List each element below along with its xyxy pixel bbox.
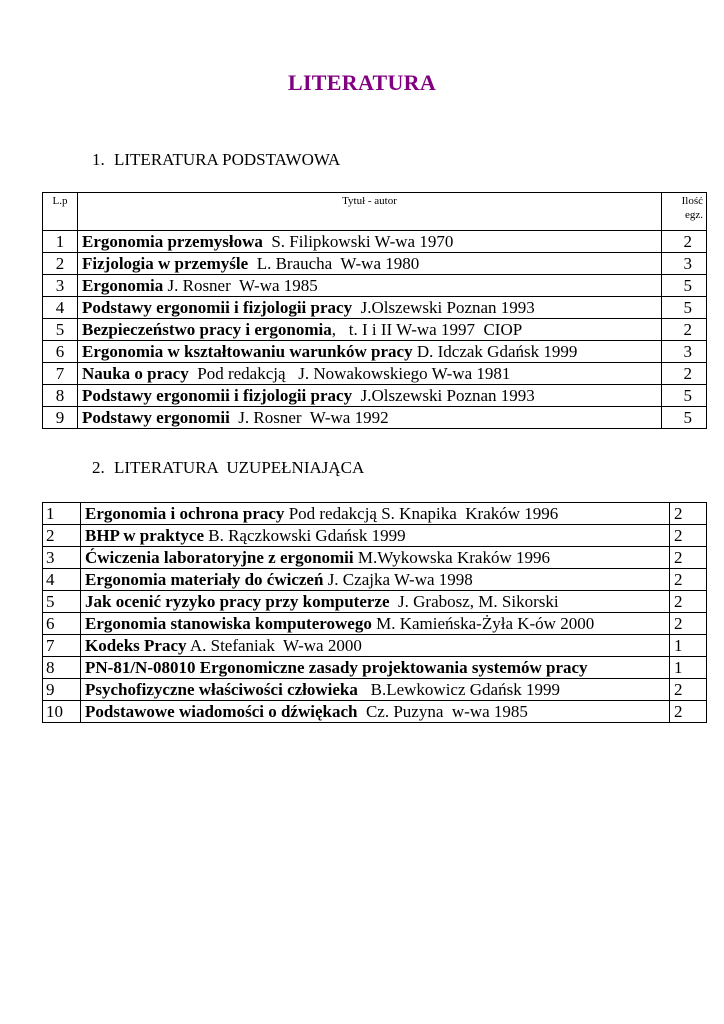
column-header-qty [662, 193, 707, 231]
row-quantity: 5 [662, 407, 707, 429]
row-quantity: 5 [662, 297, 707, 319]
supplementary-literature-table [42, 502, 707, 723]
row-title-author [81, 679, 670, 701]
book-title: Psychofizyczne właściwości człowieka [85, 680, 358, 699]
book-author-details: J. Rosner W-wa 1985 [163, 276, 318, 295]
book-author-details: Cz. Puzyna w-wa 1985 [357, 702, 528, 721]
book-title: Podstawy ergonomii i fizjologii pracy [82, 386, 353, 405]
row-number: 4 [43, 297, 78, 319]
book-title: Ergonomia przemysłowa [82, 232, 263, 251]
column-header-lp: L.p [43, 193, 78, 231]
table-row [43, 231, 707, 253]
column-header-qty-line1: Ilość [681, 195, 703, 207]
book-author-details: Pod redakcją S. Knapika Kraków 1996 [284, 504, 559, 523]
row-title-author [81, 613, 670, 635]
row-quantity: 2 [662, 319, 707, 341]
book-title: BHP w praktyce [85, 526, 204, 545]
book-author-details: A. Stefaniak W-wa 2000 [186, 636, 362, 655]
row-number: 7 [43, 635, 81, 657]
row-number: 2 [43, 525, 81, 547]
book-title: Ćwiczenia laboratoryjne z ergonomii [85, 548, 354, 567]
row-quantity: 2 [670, 679, 707, 701]
book-author-details: J.Olszewski Poznan 1993 [352, 386, 535, 405]
book-author-details: , t. I i II W-wa 1997 CIOP [331, 320, 523, 339]
row-number: 1 [43, 503, 81, 525]
book-title: Ergonomia stanowiska komputerowego [85, 614, 372, 633]
row-title-author [81, 657, 670, 679]
section-heading-basic [92, 150, 340, 170]
row-title-author [78, 275, 662, 297]
book-title: Podstawy ergonomii [82, 408, 230, 427]
row-number: 5 [43, 591, 81, 613]
row-quantity: 3 [662, 253, 707, 275]
row-quantity: 1 [670, 657, 707, 679]
row-number: 2 [43, 253, 78, 275]
row-number: 1 [43, 231, 78, 253]
section-number: 1. [92, 150, 105, 169]
book-title: PN-81/N-08010 Ergonomiczne zasady projektowania systemów pracy [85, 658, 588, 677]
book-title: Podstawy ergonomii i fizjologii pracy [82, 298, 353, 317]
table-row [43, 547, 707, 569]
row-number: 6 [43, 341, 78, 363]
row-number: 7 [43, 363, 78, 385]
book-author-details: B. Rączkowski Gdańsk 1999 [204, 526, 406, 545]
book-author-details: J. Rosner W-wa 1992 [229, 408, 389, 427]
book-author-details: Pod redakcją J. Nowakowskiego W-wa 1981 [188, 364, 511, 383]
book-author-details: J.Olszewski Poznan 1993 [352, 298, 535, 317]
book-author-details: M.Wykowska Kraków 1996 [353, 548, 550, 567]
row-title-author [78, 341, 662, 363]
book-author-details: M. Kamieńska-Żyła K-ów 2000 [371, 614, 595, 633]
book-title: Kodeks Pracy [85, 636, 187, 655]
row-title-author [78, 231, 662, 253]
row-quantity: 2 [662, 231, 707, 253]
book-title: Ergonomia materiały do ćwiczeń [85, 570, 324, 589]
row-number: 4 [43, 569, 81, 591]
row-quantity: 5 [662, 275, 707, 297]
row-quantity: 2 [670, 613, 707, 635]
row-number: 9 [43, 407, 78, 429]
table-row [43, 613, 707, 635]
table-row [43, 297, 707, 319]
table-row [43, 341, 707, 363]
table-row [43, 569, 707, 591]
basic-literature-table [42, 192, 707, 429]
row-quantity: 2 [670, 547, 707, 569]
book-author-details: J. Grabosz, M. Sikorski [389, 592, 559, 611]
row-title-author [81, 569, 670, 591]
row-title-author [78, 297, 662, 319]
table-row [43, 275, 707, 297]
page-title: LITERATURA [287, 70, 437, 95]
table-row [43, 363, 707, 385]
row-title-author [81, 635, 670, 657]
book-title: Nauka o pracy [82, 364, 189, 383]
book-title: Fizjologia w przemyśle [82, 254, 249, 273]
row-title-author [81, 525, 670, 547]
book-author-details: S. Filipkowski W-wa 1970 [262, 232, 454, 251]
book-author-details: J. Czajka W-wa 1998 [323, 570, 473, 589]
book-author-details: B.Lewkowicz Gdańsk 1999 [357, 680, 560, 699]
row-title-author [81, 591, 670, 613]
row-title-author [81, 701, 670, 723]
row-quantity: 1 [670, 635, 707, 657]
row-title-author [78, 253, 662, 275]
row-quantity: 2 [670, 591, 707, 613]
section-heading-text: LITERATURA UZUPEŁNIAJĄCA [114, 458, 365, 477]
book-title: Ergonomia [82, 276, 164, 295]
row-number: 8 [43, 385, 78, 407]
row-number: 3 [43, 275, 78, 297]
column-header-title: Tytuł - autor [78, 193, 662, 231]
book-title: Ergonomia i ochrona pracy [85, 504, 285, 523]
book-title: Ergonomia w kształtowaniu warunków pracy [82, 342, 413, 361]
row-quantity: 2 [670, 525, 707, 547]
row-quantity: 3 [662, 341, 707, 363]
section-number: 2. [92, 458, 105, 477]
book-author-details: L. Braucha W-wa 1980 [248, 254, 420, 273]
table-row [43, 591, 707, 613]
table-row [43, 657, 707, 679]
row-number: 10 [43, 701, 81, 723]
table-row [43, 385, 707, 407]
row-title-author [78, 407, 662, 429]
row-quantity: 5 [662, 385, 707, 407]
row-number: 3 [43, 547, 81, 569]
row-title-author [78, 363, 662, 385]
table-row [43, 525, 707, 547]
table-header-row [43, 193, 707, 231]
table-row [43, 701, 707, 723]
table-row [43, 319, 707, 341]
row-title-author [81, 547, 670, 569]
section-heading-text: LITERATURA PODSTAWOWA [114, 150, 341, 169]
row-number: 9 [43, 679, 81, 701]
table-row [43, 253, 707, 275]
book-title: Jak ocenić ryzyko pracy przy komputerze [85, 592, 390, 611]
row-title-author [78, 385, 662, 407]
row-quantity: 2 [662, 363, 707, 385]
row-quantity: 2 [670, 503, 707, 525]
row-number: 5 [43, 319, 78, 341]
table-row [43, 407, 707, 429]
book-title: Podstawowe wiadomości o dźwiękach [85, 702, 358, 721]
row-quantity: 2 [670, 701, 707, 723]
row-number: 8 [43, 657, 81, 679]
row-quantity: 2 [670, 569, 707, 591]
row-title-author [81, 503, 670, 525]
section-heading-supplementary [92, 458, 364, 478]
book-author-details: D. Idczak Gdańsk 1999 [412, 342, 578, 361]
table-row [43, 635, 707, 657]
column-header-qty-line2: egz. [684, 209, 703, 221]
row-number: 6 [43, 613, 81, 635]
table-row [43, 679, 707, 701]
table-row [43, 503, 707, 525]
row-title-author [78, 319, 662, 341]
book-title: Bezpieczeństwo pracy i ergonomia [82, 320, 332, 339]
